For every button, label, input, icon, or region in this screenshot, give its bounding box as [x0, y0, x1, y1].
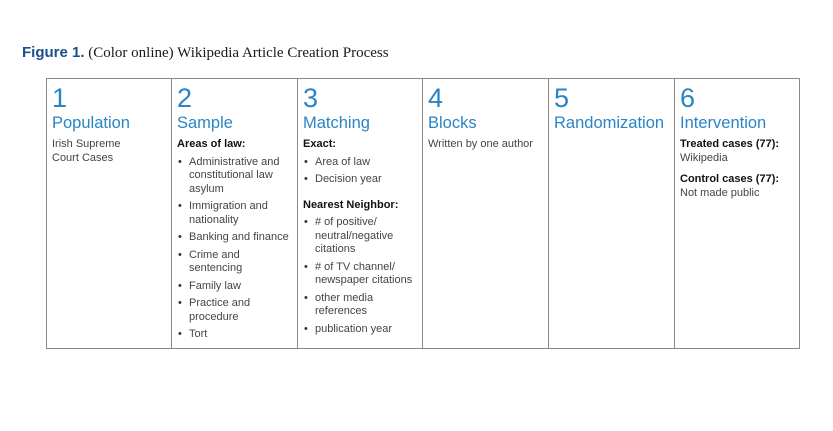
figure-caption-text: (Color online) Wikipedia Article Creation Process	[88, 45, 389, 61]
step-body	[303, 138, 417, 336]
treated-text: Wikipedia	[680, 151, 728, 164]
list-item: • Crime and sentencing	[177, 249, 251, 276]
list-item: • Decision year	[303, 173, 417, 187]
step-title: Intervention	[680, 114, 767, 132]
process-table	[46, 78, 800, 349]
step-number: 3	[303, 83, 319, 113]
step-randomization	[549, 79, 675, 348]
exact-heading: Exact:	[303, 138, 337, 150]
step-title: Population	[52, 114, 130, 132]
list-item: • Family law	[177, 280, 292, 294]
step-title: Sample	[177, 114, 233, 132]
step-sample	[172, 79, 298, 348]
step-text: Irish Supreme Court Cases	[52, 138, 121, 164]
treated-heading: Treated cases (77):	[680, 138, 780, 150]
step-number: 1	[52, 83, 68, 113]
step-title: Matching	[303, 114, 370, 132]
list-item: • # of TV channel/ newspaper citations	[303, 261, 415, 288]
list-item: • Area of law	[303, 156, 417, 170]
step-number: 2	[177, 83, 193, 113]
step-number: 6	[680, 83, 696, 113]
figure-label: Figure 1.	[22, 44, 85, 61]
figure-caption	[22, 44, 389, 62]
step-body	[428, 138, 543, 152]
step-number: 4	[428, 83, 444, 113]
step-blocks	[423, 79, 549, 348]
step-body	[52, 138, 166, 165]
step-population	[47, 79, 172, 348]
control-text: Not made public	[680, 186, 760, 199]
list-item: • other media references	[303, 292, 380, 319]
list-item: • # of positive/ neutral/negative citations	[303, 216, 400, 257]
step-title: Randomization	[554, 114, 665, 132]
exact-list	[303, 156, 417, 187]
areas-list	[177, 156, 292, 342]
list-item: • Administrative and constitutional law asylum	[177, 156, 284, 197]
step-number: 5	[554, 83, 570, 113]
list-item: • Immigration and nationality	[177, 200, 269, 227]
nearest-neighbor-heading: Nearest Neighbor:	[303, 198, 399, 211]
control-heading: Control cases (77):	[680, 173, 780, 185]
step-matching	[298, 79, 423, 348]
nearest-neighbor-list	[303, 216, 417, 336]
areas-heading: Areas of law:	[177, 138, 246, 150]
step-title: Blocks	[428, 114, 477, 132]
step-body	[177, 138, 292, 342]
list-item: • Practice and procedure	[177, 297, 259, 324]
step-intervention	[675, 79, 799, 348]
list-item: • Banking and finance	[177, 231, 292, 245]
step-text: Written by one author	[428, 138, 533, 150]
list-item: • Tort	[177, 328, 292, 342]
list-item: • publication year	[303, 323, 417, 337]
step-body	[680, 138, 794, 200]
